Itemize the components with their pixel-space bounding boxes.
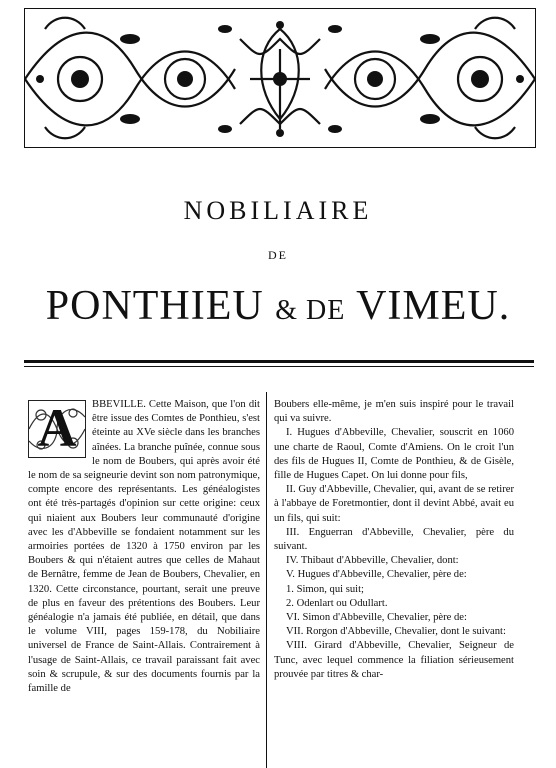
left-column-paragraph: BBEVILLE. Cette Maison, que l'on dit être issue des Comtes de Ponthieu, s'est éteinte au XVe siècle dans les branches aînées. La branche puînée, connue sous le nom de Boubers, qui après avoir été le nom de sa seigneurie devint son nom patronymique, compte encore des représentants. Les généalogistes ont été très-partagés d'opinion sur cette origine: ceux qui niaient aux Boubers leur communauté d'origine avec les d'Abbeville se fondaient notamment sur les armoiries portées de 1320 à 1750 environ par les Boubers & qui n'étaient autres que celles de Mahaut de Bernâtre, femme de Jean de Boubers, Chevalier, en 1320. Cette circonstance, pourtant, serait une preuve de plus en faveur des prétentions des Boubers. Leur généalogie n'a jamais été publiée, en détail, que dans le volume VIII, pages 159-178, du Nobiliaire universel de France de Saint-Allais. Contrairement à l'usage de Saint-Allais, ce travail paraissant fait avec soin & scrupule, & sur des documents fournis par la famille de xyxy=(28,399,260,695)
genealogy-child: 1. Simon, qui suit; xyxy=(286,583,364,595)
genealogy-entry: VIII. Girard d'Abbeville, Chevalier, Seigneur de Tunc, avec lequel commence la filiation sérieusement prouvée par titres & char- xyxy=(274,640,514,680)
right-column xyxy=(274,398,514,682)
title-ponthieu: PONTHIEU xyxy=(45,283,276,329)
genealogy-entry: III. Enguerran d'Abbeville, Chevalier, père du suivant. xyxy=(274,526,514,553)
genealogy-entry: I. Hugues d'Abbeville, Chevalier, souscrit en 1060 une charte de Raoul, Comte d'Amiens. On le croit l'un des fils de Hugues II, Comte de Ponthieu, & de Gisèle, fille de Hugues Capet. On lui donne pour fils, xyxy=(274,427,514,482)
column-divider xyxy=(266,392,267,768)
ornamental-headpiece xyxy=(24,8,536,148)
title-amp-de: & DE xyxy=(275,295,346,326)
ornamental-dropcap xyxy=(28,400,86,458)
genealogy-entry: IV. Thibaut d'Abbeville, Chevalier, dont: xyxy=(286,555,459,567)
title-de: DE xyxy=(268,248,288,262)
title-rule-thick xyxy=(24,360,534,363)
title-vimeu: VIMEU. xyxy=(345,283,511,329)
title-ponthieu-vimeu xyxy=(0,282,556,335)
genealogy-entry: II. Guy d'Abbeville, Chevalier, qui, avant de se retirer à l'abbaye de Foretmontier, dont il devint Abbé, avait eu un fils, qui suit: xyxy=(274,484,514,524)
genealogy-entry: V. Hugues d'Abbeville, Chevalier, père de: xyxy=(286,569,467,581)
dropcap-letter: A xyxy=(37,398,77,458)
title-nobiliaire: NOBILIAIRE xyxy=(183,196,373,225)
right-column-intro: Boubers elle-même, je m'en suis inspiré pour le travail qui va suivre. xyxy=(274,399,514,425)
genealogy-child: 2. Odenlart ou Odullart. xyxy=(286,597,388,609)
genealogy-entry: VI. Simon d'Abbeville, Chevalier, père de: xyxy=(286,612,467,624)
title-rule-thin xyxy=(24,366,534,367)
left-column xyxy=(28,398,260,696)
genealogy-entry: VII. Rorgon d'Abbeville, Chevalier, dont le suivant: xyxy=(286,626,506,638)
